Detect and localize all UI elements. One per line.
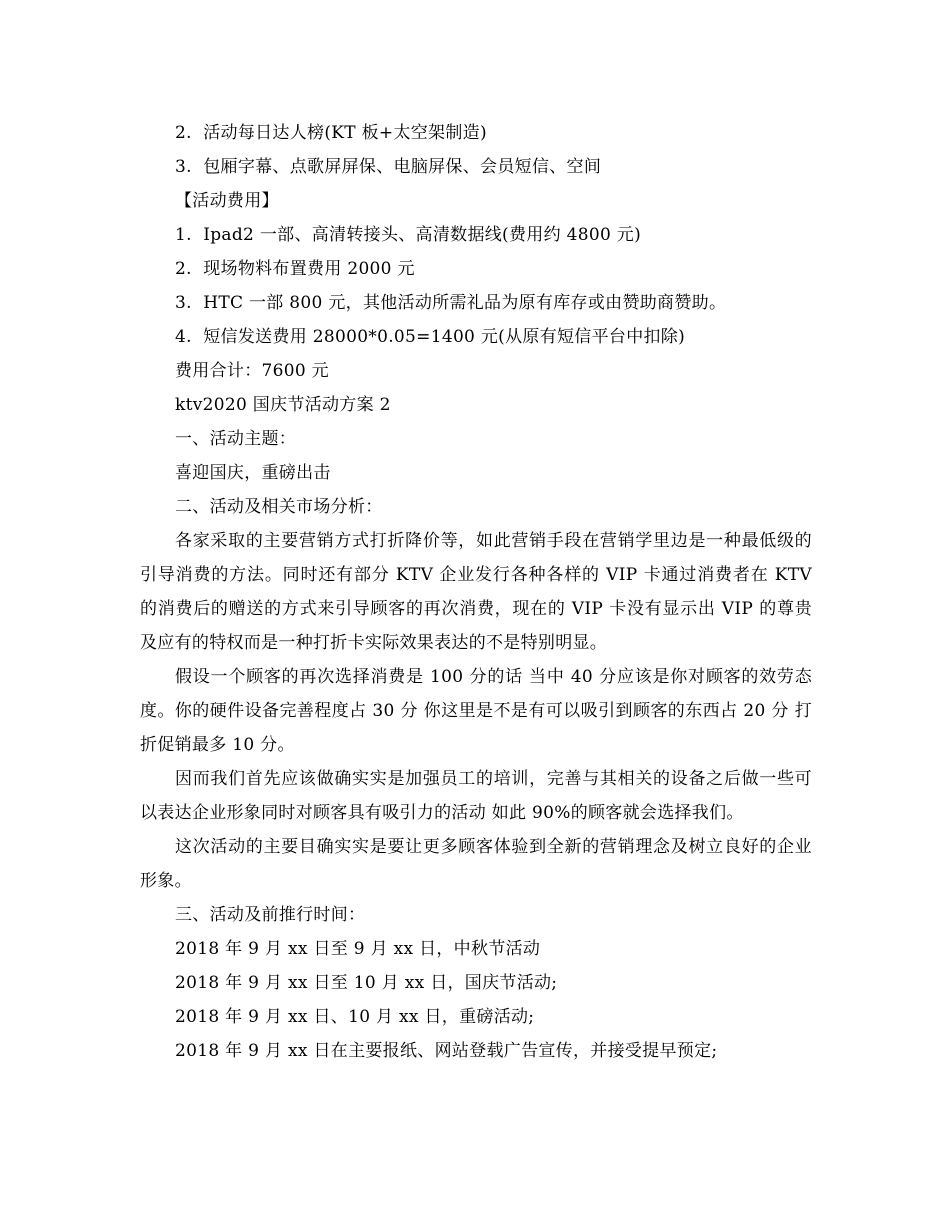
cost-item: 1. Ipad2 一部、高清转接头、高清数据线(费用约 4800 元) [175, 225, 641, 245]
schedule-item: 2018 年 9 月 xx 日、10 月 xx 日，重磅活动; [175, 1007, 535, 1027]
section-heading: 三、活动及前推行时间： [175, 905, 366, 925]
section-heading: 二、活动及相关市场分析： [175, 497, 383, 517]
cost-heading: 【活动费用】 [175, 191, 279, 211]
list-item: 3. 包厢字幕、点歌屏屏保、电脑屏保、会员短信、空间 [175, 157, 602, 177]
paragraph: 因而我们首先应该做确实实是加强员工的培训，完善与其相关的设备之后做一些可以表达企业形象同时对顾客具有吸引力的活动 如此 90%的顾客就会选择我们。 [140, 769, 812, 823]
paragraph: 假设一个顾客的再次选择消费是 100 分的话 当中 40 分应该是你对顾客的效劳态度。你的硬件设备完善程度占 30 分 你这里是不是有可以吸引到顾客的东西占 20 分 打折促销最多 10 分。 [140, 667, 812, 755]
schedule-item: 2018 年 9 月 xx 日在主要报纸、网站登载广告宣传，并接受提早预定; [175, 1041, 718, 1061]
cost-total: 费用合计：7600 元 [175, 361, 329, 381]
cost-item: 3. HTC 一部 800 元，其他活动所需礼品为原有库存或由赞助商赞助。 [175, 293, 727, 313]
paragraph: 各家采取的主要营销方式打折降价等，如此营销手段在营销学里边是一种最低级的引导消费的方法。同时还有部分 KTV 企业发行各种各样的 VIP 卡通过消费者在 KTV 的消费后的赠送的方式来引导顾客的再次消费，现在的 VIP 卡没有显示出 VIP 的尊贵及应有的特权而是一种打折卡实际效果表达的不是特别明显。 [140, 531, 812, 653]
schedule-item: 2018 年 9 月 xx 日至 9 月 xx 日，中秋节活动 [175, 939, 541, 959]
paragraph: 这次活动的主要目确实实是要让更多顾客体验到全新的营销理念及树立良好的企业形象。 [140, 837, 812, 891]
list-item: 2. 活动每日达人榜(KT 板+太空架制造) [175, 123, 487, 143]
section-heading: 一、活动主题： [175, 429, 297, 449]
cost-item: 4. 短信发送费用 28000*0.05=1400 元(从原有短信平台中扣除) [175, 327, 686, 347]
section-text: 喜迎国庆，重磅出击 [175, 463, 331, 483]
document-body [140, 116, 812, 1068]
cost-item: 2. 现场物料布置费用 2000 元 [175, 259, 415, 279]
schedule-item: 2018 年 9 月 xx 日至 10 月 xx 日，国庆节活动; [175, 973, 558, 993]
plan-title: ktv2020 国庆节活动方案 2 [175, 395, 391, 415]
